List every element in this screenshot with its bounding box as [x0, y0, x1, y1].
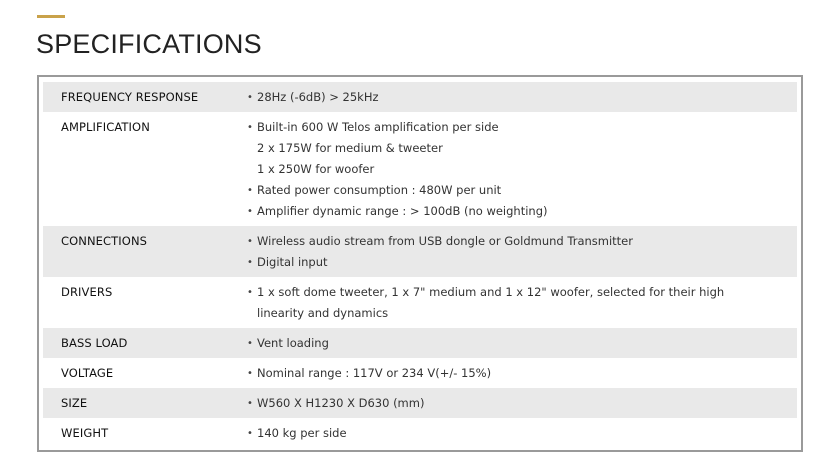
specifications-table	[43, 82, 797, 448]
spec-values	[243, 328, 797, 358]
spec-value-line: • Vent loading	[243, 333, 769, 354]
spec-label: AMPLIFICATION	[61, 120, 150, 134]
spec-value-line: • 1 x soft dome tweeter, 1 x 7" medium and 1 x 12" woofer, selected for their high linearity and dynamics	[243, 282, 769, 324]
spec-row	[43, 277, 797, 328]
spec-row	[43, 112, 797, 226]
spec-label: BASS LOAD	[43, 328, 243, 358]
spec-values	[243, 418, 797, 448]
spec-values	[243, 112, 797, 226]
spec-value-line: • W560 X H1230 X D630 (mm)	[243, 393, 769, 414]
spec-value-line: • Amplifier dynamic range : > 100dB (no weighting)	[243, 201, 769, 222]
specifications-panel	[37, 75, 803, 452]
spec-label: VOLTAGE	[61, 366, 114, 380]
spec-values	[243, 277, 797, 328]
spec-label: SIZE	[43, 388, 243, 418]
spec-value-line: • Wireless audio stream from USB dongle or Goldmund Transmitter	[243, 231, 769, 252]
spec-value-line: • Digital input	[243, 252, 769, 273]
spec-values	[243, 82, 797, 112]
spec-label: CONNECTIONS	[43, 226, 243, 277]
spec-value-line: • 140 kg per side	[243, 423, 769, 444]
spec-value-line: • 28Hz (-6dB) > 25kHz	[243, 87, 769, 108]
spec-value-line: 2 x 175W for medium & tweeter	[257, 141, 443, 155]
spec-row	[43, 388, 797, 418]
title-accent-bar	[37, 15, 65, 18]
spec-row	[43, 358, 797, 388]
spec-label: DRIVERS	[61, 285, 113, 299]
spec-value-line: • Built-in 600 W Telos amplification per side	[243, 117, 769, 138]
spec-value-line: • Rated power consumption : 480W per unit	[243, 180, 769, 201]
spec-value-line: 1 x 250W for woofer	[257, 162, 375, 176]
spec-label: WEIGHT	[61, 426, 109, 440]
page-title: SPECIFICATIONS	[36, 29, 262, 59]
spec-row	[43, 82, 797, 112]
spec-values	[243, 226, 797, 277]
spec-label: FREQUENCY RESPONSE	[43, 82, 243, 112]
spec-values	[243, 388, 797, 418]
spec-values	[243, 358, 797, 388]
spec-value-line: • Nominal range : 117V or 234 V(+/- 15%)	[243, 363, 769, 384]
specifications-table-body	[43, 82, 797, 448]
spec-row	[43, 328, 797, 358]
spec-row	[43, 226, 797, 277]
spec-row	[43, 418, 797, 448]
